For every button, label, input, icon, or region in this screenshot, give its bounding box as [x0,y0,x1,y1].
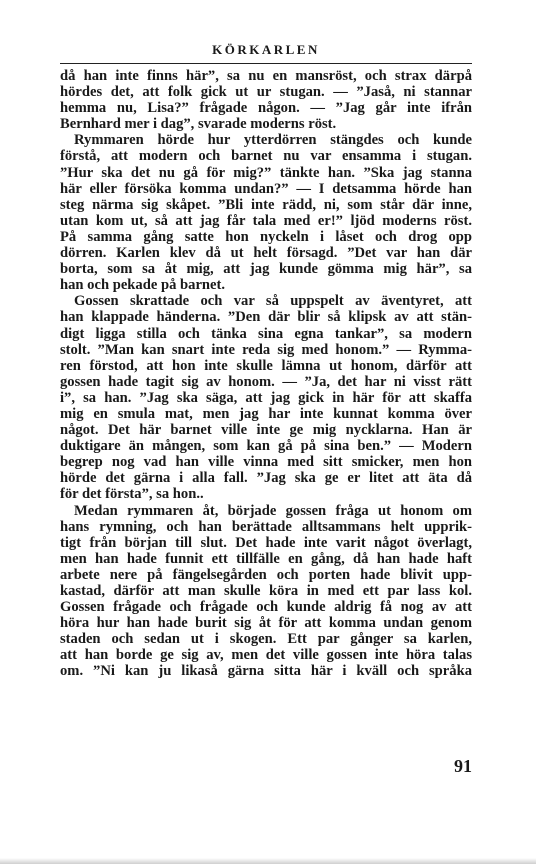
text-line: tigt från början till slut. Det hade inte varit något överlagt, [60,534,472,551]
text-line: om. ”Ni kan ju likaså gärna sitta här i kväll och språka [60,663,472,680]
text-line: gossen hade tagit sig av honom. — ”Ja, det har ni visst rätt [60,373,472,390]
text-line: begrep nog vad han ville vinna med sitt smicker, men hon [60,454,472,471]
text-line: men han hade funnit ett tillfälle en gång, då han hade haft [60,550,472,567]
text-line: ”Hur ska det nu gå för mig?” tänkte han. ”Ska jag stanna [60,164,472,181]
text-line: På samma gång satte hon nyckeln i låset och drog opp [60,228,472,245]
text-line: Medan rymmaren åt, började gossen fråga ut honom om [74,502,472,519]
text-line: steg närma sig skåpet. ”Bli inte rädd, ni, som står där inne, [60,196,472,213]
text-line: borta, som sa åt mig, att jag kunde gömma mig här”, sa [60,261,472,278]
text-line: ren förstod, att hon inte skulle lämna ut honom, därför att [60,357,472,374]
text-line: då han inte finns här”, sa nu en mansröst, och strax därpå [60,68,472,84]
text-line: stolt. ”Man kan snart inte reda sig med honom.” — Rymma- [60,341,472,358]
text-line: han och pekade på barnet. [60,277,226,294]
text-line: utan kom ut, så att jag får tala med er!” ljöd moderns röst. [60,212,472,229]
text-line: han klappade händerna. ”Den där blir så klipsk av att stän- [60,309,472,326]
text-line: hörde det gärna i alla fall. ”Jag ska ge er litet att äta då [60,470,472,487]
text-line: hans rymning, och han berättade alltsammans helt upprik- [60,518,472,535]
text-line: Gossen frågade och frågade och kunde aldrig få nog av att [60,599,472,616]
text-line: Bernhard mer i dag”, svarade moderns röst. [60,116,337,133]
text-line: förstå, att modern och barnet nu var ensamma i stugan. [60,148,472,165]
page-edge-shadow [0,858,536,864]
text-line: hördes det, att folk gick ut ur stugan. — ”Jaså, ni stannar [60,84,472,101]
text-line: staden och sedan ut i skogen. Ett par gånger sa karlen, [60,631,472,648]
page-number: 91 [454,756,472,776]
text-line: Gossen skrattade och var så uppspelt av äventyret, att [74,293,472,310]
body-text [60,68,472,680]
text-line: Rymmaren hörde hur ytterdörren stängdes och kunde [74,132,472,149]
text-line: digt ligga stilla och tänka sina egna tankar”, sa modern [60,325,472,342]
text-line: här eller försöka komma undan?” — I detsamma hörde han [60,180,472,197]
text-line: något. Det här barnet ville inte ge mig nycklarna. Han är [60,422,472,439]
text-line: att han borde ge sig av, men det ville gossen inte höra talas [60,647,472,664]
text-line: hemma nu, Lisa?” frågade någon. — ”Jag går inte ifrån [60,100,472,117]
text-line: kastad, därför att man skulle köra in med ett par lass kol. [60,583,472,599]
text-line: höra hur han hade burit sig åt för att komma undan genom [60,615,472,632]
text-line: arbete nere på fängelsegården och porten hade blivit upp- [60,566,472,583]
running-head: KÖRKARLEN [212,42,320,57]
text-line: dörren. Karlen klev då ut helt försagd. ”Det var han där [60,245,472,262]
text-line: duktigare än mången, som kan gå på sina ben.” — Modern [60,438,472,455]
text-line: för det första”, sa hon.. [60,486,204,503]
header-rule [60,63,472,64]
text-line: mig en smula mat, men jag har inte kunnat komma över [60,405,472,422]
text-line: i”, sa han. ”Jag ska säga, att jag gick in här för att skaffa [60,389,472,406]
